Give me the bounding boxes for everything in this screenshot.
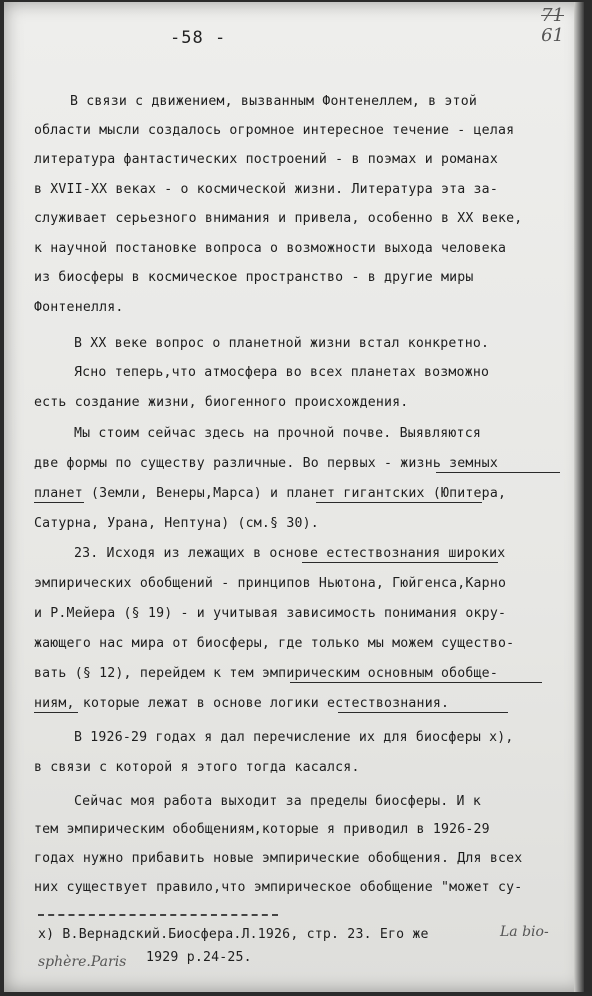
scan-edge — [574, 2, 584, 992]
text-line: годах нужно прибавить новые эмпирические обобщения. Для всех — [34, 851, 523, 866]
text-line: вать (§ 12), перейдем к тем эмпирическим основным обобще- — [34, 666, 498, 681]
footnote-separator — [38, 914, 278, 916]
text-line: Ясно теперь,что атмосфера во всех планетах возможно — [74, 365, 490, 380]
text-line: к научной постановке вопроса о возможности выхода человека — [34, 241, 507, 256]
page-number: -58 - — [170, 28, 227, 48]
document-page — [4, 2, 584, 992]
underline — [302, 562, 498, 563]
text-line: 23. Исходя из лежащих в основе естествознания широких — [74, 546, 506, 561]
underline — [338, 712, 508, 713]
underline — [34, 502, 84, 503]
text-line: в XVII-XX веках - о космической жизни. Литература эта за- — [34, 182, 498, 197]
underline — [436, 472, 560, 473]
underline — [290, 682, 542, 683]
text-line: есть создание жизни, биогенного происхождения. — [34, 395, 409, 410]
text-line: планет (Земли, Венеры,Марса) и планет гигантских (Юпитера, — [34, 486, 507, 501]
underline — [34, 712, 78, 713]
folio-old: 71 — [541, 5, 564, 26]
text-line: литература фантастических построений - в поэмах и романах — [34, 152, 498, 167]
text-line: и Р.Мейера (§ 19) - и учитывая зависимость понимания окру- — [34, 606, 507, 621]
text-line: В связи с движением, вызванным Фонтенеллем, в этой — [70, 94, 477, 109]
text-line: области мысли создалось огромное интересное течение - целая — [34, 123, 515, 138]
footnote-line: 1929 р.24-25. — [146, 950, 252, 965]
text-line: Сейчас моя работа выходит за пределы биосферы. И к — [74, 794, 481, 809]
text-line: Мы стоим сейчас здесь на прочной почве. Выявляются — [74, 426, 481, 441]
text-line: эмпирических обобщений - принципов Ньютона, Гюйгенса,Карно — [34, 576, 507, 591]
text-line: Фонтенелля. — [34, 300, 124, 315]
folio-new: 61 — [541, 25, 564, 46]
text-line: в связи с которой я этого тогда касался. — [34, 760, 360, 775]
text-line: Сатурна, Урана, Нептуна) (см.§ 30). — [34, 516, 319, 531]
text-line: ниям, которые лежат в основе логики естествознания. — [34, 696, 450, 711]
footnote-line: x) В.Вернадский.Биосфера.Л.1926, стр. 23. Его же — [38, 927, 429, 942]
text-line: них существует правило,что эмпирическое обобщение "может су- — [34, 880, 523, 895]
text-line: В XX веке вопрос о планетной жизни встал конкретно. — [74, 336, 490, 351]
underline — [316, 502, 482, 503]
text-line: две формы по существу различные. Во первых - жизнь земных — [34, 456, 498, 471]
text-line: В 1926-29 годах я дал перечисление их для биосферы x), — [74, 730, 514, 745]
folio-number — [541, 6, 564, 46]
text-line: тем эмпирическим обобщениям,которые я приводил в 1926-29 — [34, 822, 490, 837]
text-line: служивает серьезного внимания и привела, особенно в XX веке, — [34, 211, 523, 226]
text-line: из биосферы в космическое пространство - в другие миры — [34, 270, 474, 285]
handwritten-annotation: La bio- — [500, 924, 549, 940]
handwritten-annotation: sphère.Paris — [38, 954, 127, 970]
text-line: жающего нас мира от биосферы, где только мы можем существо- — [34, 636, 515, 651]
